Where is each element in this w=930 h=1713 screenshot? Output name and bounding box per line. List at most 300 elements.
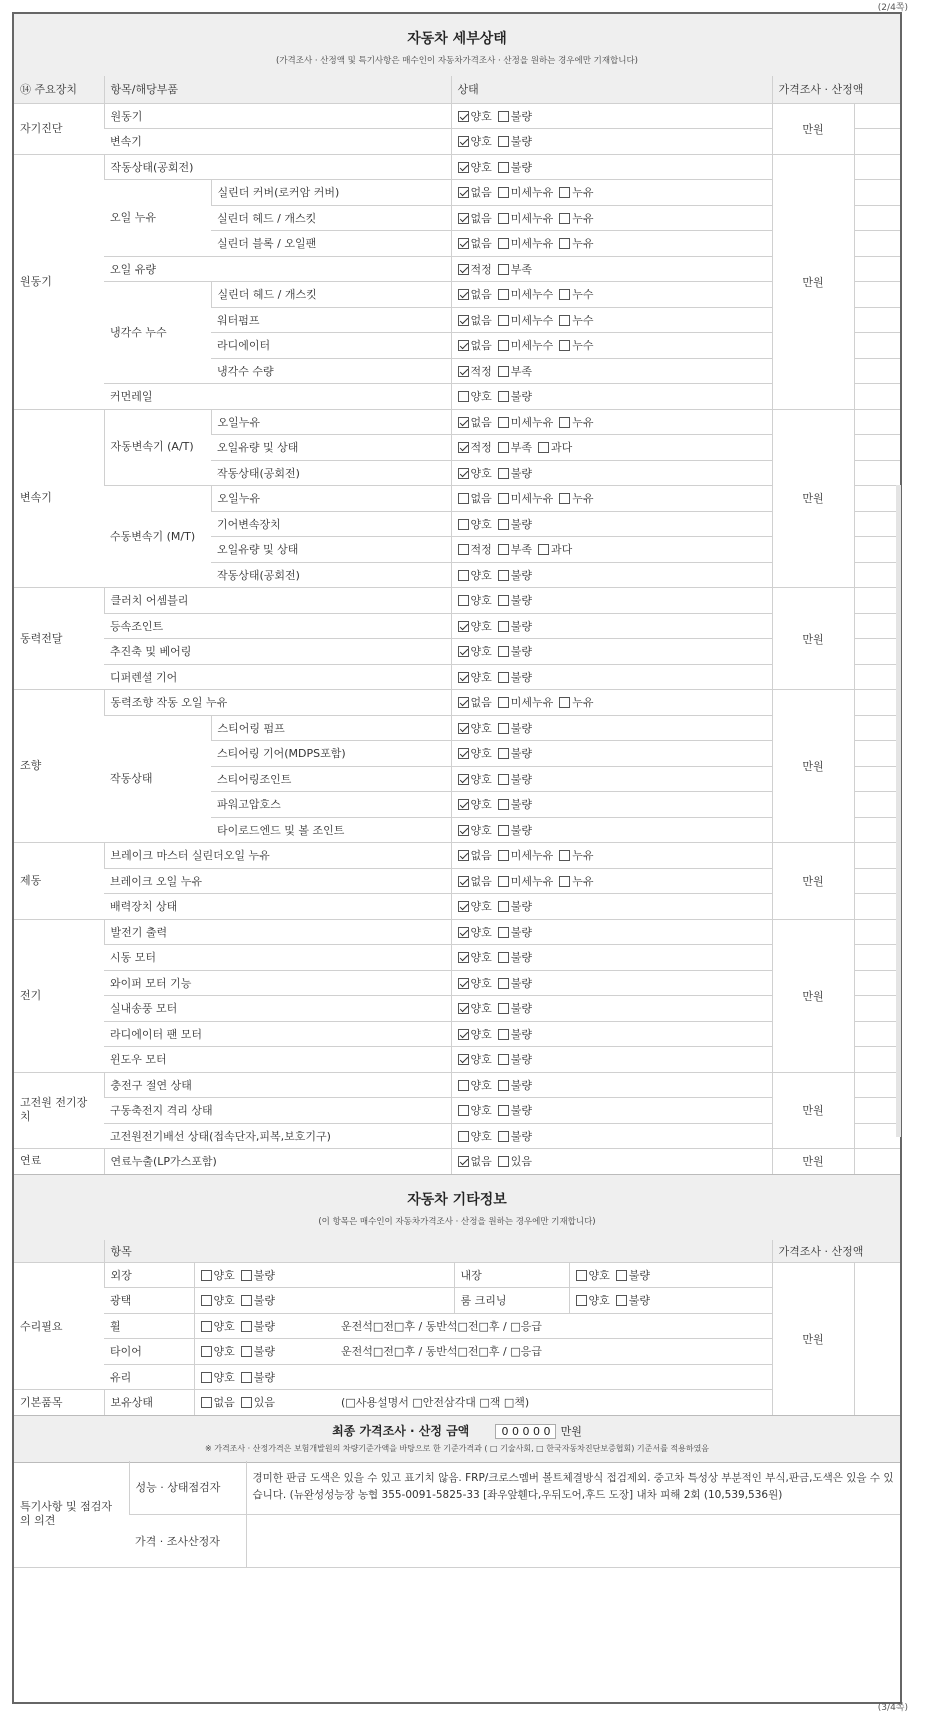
status-option[interactable] <box>498 388 532 404</box>
status-option[interactable] <box>498 439 532 455</box>
checkbox[interactable] <box>559 238 570 249</box>
checkbox[interactable] <box>458 315 469 326</box>
status-option[interactable] <box>498 363 532 379</box>
status-cell <box>451 511 772 537</box>
checkbox[interactable] <box>498 1054 509 1065</box>
checkbox[interactable] <box>458 876 469 887</box>
checkbox[interactable] <box>498 417 509 428</box>
status-option[interactable] <box>498 261 532 277</box>
status-option[interactable] <box>458 669 492 685</box>
checkbox[interactable] <box>498 825 509 836</box>
status-option[interactable] <box>458 490 492 506</box>
status-option[interactable] <box>559 184 593 200</box>
status-option[interactable] <box>559 847 593 863</box>
item-label: 커먼레일 <box>104 384 451 410</box>
status-option[interactable] <box>458 261 492 277</box>
checkbox[interactable] <box>498 595 509 606</box>
price-input[interactable] <box>854 664 900 690</box>
status-option[interactable] <box>576 1292 610 1308</box>
status-option[interactable] <box>458 592 492 608</box>
checkbox[interactable] <box>559 697 570 708</box>
status-option[interactable] <box>498 1102 532 1118</box>
status-option[interactable] <box>458 975 492 991</box>
checkbox[interactable] <box>498 901 509 912</box>
checkbox[interactable] <box>538 544 549 555</box>
status-option[interactable] <box>201 1318 235 1334</box>
status-option[interactable] <box>498 108 532 124</box>
status-option[interactable] <box>241 1343 275 1359</box>
status-option[interactable] <box>498 235 554 251</box>
checkbox[interactable] <box>498 697 509 708</box>
status-option[interactable] <box>498 669 532 685</box>
checkbox[interactable] <box>538 442 549 453</box>
item-label: 원동기 <box>104 103 451 129</box>
checkbox[interactable] <box>559 289 570 300</box>
price-input[interactable] <box>854 1047 900 1073</box>
status-option[interactable] <box>241 1369 275 1385</box>
part-label: 파워고압호스 <box>211 792 451 818</box>
price-input[interactable] <box>854 868 900 894</box>
price-input[interactable] <box>854 384 900 410</box>
status-option[interactable] <box>559 210 593 226</box>
status-option[interactable] <box>498 1051 532 1067</box>
status-option[interactable] <box>559 490 593 506</box>
checkbox[interactable] <box>458 1003 469 1014</box>
status-cell-2 <box>569 1288 772 1314</box>
price-input[interactable] <box>854 511 900 537</box>
status-option[interactable] <box>538 541 572 557</box>
price-input[interactable] <box>854 919 900 945</box>
checkbox[interactable] <box>498 391 509 402</box>
item-label: 휠 <box>104 1313 194 1339</box>
checkbox[interactable] <box>458 238 469 249</box>
status-option[interactable] <box>458 618 492 634</box>
other-table <box>14 1240 900 1416</box>
price-input[interactable] <box>854 282 900 308</box>
checkbox[interactable] <box>458 1156 469 1167</box>
price-input[interactable] <box>854 129 900 155</box>
status-option[interactable] <box>458 210 492 226</box>
checkbox[interactable] <box>559 850 570 861</box>
status-option[interactable] <box>498 975 532 991</box>
remarks-label: 특기사항 및 점검자의 의견 <box>14 1461 129 1567</box>
status-option[interactable] <box>498 618 532 634</box>
checkbox[interactable] <box>241 1397 252 1408</box>
status-option[interactable] <box>201 1343 235 1359</box>
checkbox[interactable] <box>616 1270 627 1281</box>
status-option[interactable] <box>458 312 492 328</box>
price-input[interactable] <box>854 562 900 588</box>
checkbox[interactable] <box>498 570 509 581</box>
checkbox[interactable] <box>458 621 469 632</box>
status-option[interactable] <box>498 1026 532 1042</box>
checkbox[interactable] <box>458 366 469 377</box>
checkbox[interactable] <box>498 238 509 249</box>
checkbox[interactable] <box>458 519 469 530</box>
status-option[interactable] <box>201 1267 235 1283</box>
status-option[interactable] <box>458 159 492 175</box>
option-label: 없음 <box>470 288 492 302</box>
checkbox[interactable] <box>458 697 469 708</box>
checkbox[interactable] <box>458 391 469 402</box>
status-option[interactable] <box>458 567 492 583</box>
header-item: 항목 <box>104 1240 772 1262</box>
checkbox[interactable] <box>498 162 509 173</box>
status-option[interactable] <box>458 847 492 863</box>
status-option[interactable] <box>559 337 593 353</box>
status-option[interactable] <box>498 159 532 175</box>
checkbox[interactable] <box>498 264 509 275</box>
price-input[interactable] <box>854 180 900 206</box>
status-option[interactable] <box>458 337 492 353</box>
table-row <box>14 1098 900 1124</box>
table-row <box>14 486 900 512</box>
checkbox[interactable] <box>616 1295 627 1306</box>
status-option[interactable] <box>458 286 492 302</box>
status-cell <box>451 843 772 869</box>
status-option[interactable] <box>458 924 492 940</box>
checkbox[interactable] <box>559 417 570 428</box>
status-cell <box>451 333 772 359</box>
price-input[interactable] <box>854 639 900 665</box>
status-option[interactable] <box>458 414 492 430</box>
status-option[interactable] <box>458 516 492 532</box>
checkbox[interactable] <box>458 672 469 683</box>
status-option[interactable] <box>458 1026 492 1042</box>
checkbox[interactable] <box>458 1105 469 1116</box>
price-input[interactable] <box>854 307 900 333</box>
checkbox[interactable] <box>576 1295 587 1306</box>
status-option[interactable] <box>458 1000 492 1016</box>
option-label: 불량 <box>510 619 533 633</box>
status-option[interactable] <box>498 567 532 583</box>
status-option[interactable] <box>616 1267 650 1283</box>
status-option[interactable] <box>458 1153 492 1169</box>
checkbox[interactable] <box>498 876 509 887</box>
price-input[interactable] <box>854 358 900 384</box>
checkbox[interactable] <box>458 799 469 810</box>
status-option[interactable] <box>241 1292 275 1308</box>
checkbox[interactable] <box>498 1003 509 1014</box>
status-option[interactable] <box>458 184 492 200</box>
checkbox[interactable] <box>458 748 469 759</box>
status-option[interactable] <box>498 133 532 149</box>
status-option[interactable] <box>458 898 492 914</box>
checkbox[interactable] <box>458 978 469 989</box>
option-label: 불량 <box>628 1294 651 1308</box>
option-label: 없음 <box>470 874 492 888</box>
checkbox[interactable] <box>241 1295 252 1306</box>
price-input[interactable] <box>854 154 900 180</box>
price-input[interactable] <box>854 792 900 818</box>
status-option[interactable] <box>498 184 554 200</box>
checkbox[interactable] <box>458 136 469 147</box>
checkbox[interactable] <box>458 774 469 785</box>
price-input[interactable] <box>854 613 900 639</box>
price-input[interactable] <box>854 1123 900 1149</box>
item-group: 자동변속기 (A/T) <box>104 409 211 486</box>
status-option[interactable] <box>498 643 532 659</box>
checkbox[interactable] <box>498 136 509 147</box>
status-option[interactable] <box>498 490 554 506</box>
checkbox[interactable] <box>201 1270 212 1281</box>
device-group: 전기 <box>14 919 104 1072</box>
status-option[interactable] <box>498 898 532 914</box>
status-option[interactable] <box>458 465 492 481</box>
checkbox[interactable] <box>241 1346 252 1357</box>
checkbox[interactable] <box>458 493 469 504</box>
checkbox[interactable] <box>458 595 469 606</box>
price-input[interactable] <box>854 1098 900 1124</box>
checkbox[interactable] <box>498 442 509 453</box>
status-option[interactable] <box>498 1128 532 1144</box>
status-option[interactable] <box>559 235 593 251</box>
checkbox[interactable] <box>498 1156 509 1167</box>
checkbox[interactable] <box>458 162 469 173</box>
status-option[interactable] <box>498 822 532 838</box>
status-option[interactable] <box>458 949 492 965</box>
option-label: 불량 <box>510 466 533 480</box>
checkbox[interactable] <box>201 1295 212 1306</box>
status-option[interactable] <box>498 337 554 353</box>
checkbox[interactable] <box>458 289 469 300</box>
checkbox[interactable] <box>458 417 469 428</box>
status-option[interactable] <box>458 133 492 149</box>
status-option[interactable] <box>458 1102 492 1118</box>
status-option[interactable] <box>458 796 492 812</box>
price-input[interactable] <box>854 817 900 843</box>
status-option[interactable] <box>498 771 532 787</box>
checkbox[interactable] <box>498 187 509 198</box>
checkbox[interactable] <box>498 978 509 989</box>
price-input[interactable] <box>854 715 900 741</box>
final-price-digits[interactable]: 0 0 0 0 0 <box>495 1424 556 1439</box>
status-option[interactable] <box>498 720 532 736</box>
status-option[interactable] <box>559 873 593 889</box>
status-option[interactable] <box>201 1292 235 1308</box>
checkbox[interactable] <box>498 289 509 300</box>
status-option[interactable] <box>498 847 554 863</box>
status-option[interactable] <box>458 439 492 455</box>
status-option[interactable] <box>498 312 554 328</box>
checkbox[interactable] <box>458 646 469 657</box>
checkbox[interactable] <box>559 340 570 351</box>
checkbox[interactable] <box>458 850 469 861</box>
checkbox[interactable] <box>498 213 509 224</box>
price-input[interactable] <box>854 894 900 920</box>
checkbox[interactable] <box>498 111 509 122</box>
status-cell <box>451 1149 772 1175</box>
status-option[interactable] <box>458 108 492 124</box>
checkbox[interactable] <box>498 340 509 351</box>
price-input[interactable] <box>854 741 900 767</box>
status-option[interactable] <box>498 796 532 812</box>
status-option[interactable] <box>576 1267 610 1283</box>
status-option[interactable] <box>458 771 492 787</box>
status-option[interactable] <box>458 745 492 761</box>
checkbox[interactable] <box>498 774 509 785</box>
status-option[interactable] <box>498 210 554 226</box>
price-input[interactable] <box>854 996 900 1022</box>
checkbox[interactable] <box>241 1321 252 1332</box>
status-option[interactable] <box>458 1051 492 1067</box>
option-label: 누유 <box>572 237 594 251</box>
price-input[interactable] <box>854 690 900 716</box>
price-input[interactable] <box>854 588 900 614</box>
checkbox[interactable] <box>498 952 509 963</box>
price-input[interactable] <box>854 1072 900 1098</box>
status-option[interactable] <box>498 694 554 710</box>
status-option[interactable] <box>498 465 532 481</box>
checkbox[interactable] <box>458 1080 469 1091</box>
checkbox[interactable] <box>559 213 570 224</box>
price-input[interactable] <box>854 333 900 359</box>
checkbox[interactable] <box>458 825 469 836</box>
checkbox[interactable] <box>201 1397 212 1408</box>
checkbox[interactable] <box>458 927 469 938</box>
checkbox[interactable] <box>241 1270 252 1281</box>
checkbox[interactable] <box>458 468 469 479</box>
price-assessor-remarks[interactable] <box>246 1514 900 1567</box>
checkbox[interactable] <box>458 952 469 963</box>
checkbox[interactable] <box>498 1105 509 1116</box>
checkbox[interactable] <box>458 187 469 198</box>
checkbox[interactable] <box>498 493 509 504</box>
price-input[interactable] <box>854 435 900 461</box>
status-option[interactable] <box>241 1318 275 1334</box>
status-option[interactable] <box>498 873 554 889</box>
price-input[interactable] <box>854 409 900 435</box>
status-option[interactable] <box>201 1394 235 1410</box>
checkbox[interactable] <box>458 442 469 453</box>
checkbox[interactable] <box>559 315 570 326</box>
checkbox[interactable] <box>458 213 469 224</box>
price-input[interactable] <box>854 843 900 869</box>
status-option[interactable] <box>458 363 492 379</box>
checkbox[interactable] <box>458 544 469 555</box>
checkbox[interactable] <box>498 621 509 632</box>
checkbox[interactable] <box>458 570 469 581</box>
status-option[interactable] <box>458 873 492 889</box>
checkbox[interactable] <box>559 876 570 887</box>
checkbox[interactable] <box>498 468 509 479</box>
checkbox[interactable] <box>498 519 509 530</box>
status-option[interactable] <box>241 1267 275 1283</box>
price-input[interactable] <box>854 970 900 996</box>
checkbox[interactable] <box>498 315 509 326</box>
price-input[interactable] <box>854 1021 900 1047</box>
status-option[interactable] <box>559 312 593 328</box>
checkbox[interactable] <box>458 1131 469 1142</box>
part-label: 오일누유 <box>211 409 451 435</box>
checkbox[interactable] <box>498 799 509 810</box>
price-input[interactable] <box>854 231 900 257</box>
checkbox[interactable] <box>498 1029 509 1040</box>
status-option[interactable] <box>498 414 554 430</box>
status-option[interactable] <box>498 745 532 761</box>
checkbox[interactable] <box>241 1372 252 1383</box>
checkbox[interactable] <box>458 1029 469 1040</box>
status-option[interactable] <box>538 439 572 455</box>
price-input[interactable] <box>854 205 900 231</box>
inspector-remarks[interactable]: 경미한 판금 도색은 있을 수 있고 표기치 않음. FRP/크로스멤버 볼트체결방식 접검제외. 중고차 특성상 부분적인 부식,판금,도색은 있을 수 있습니다. (뉴완성성능장 농협 355-0091-5825-33 [좌우앞휀다,우뒤도어,후드 도장] 내차 피해 2회 (10,539,536원) <box>246 1461 900 1514</box>
price-input[interactable] <box>854 486 900 512</box>
status-option[interactable] <box>458 541 492 557</box>
checkbox[interactable] <box>498 748 509 759</box>
price-unit: 만원 <box>772 690 854 843</box>
status-option[interactable] <box>559 414 593 430</box>
status-option[interactable] <box>498 286 554 302</box>
checkbox[interactable] <box>498 544 509 555</box>
checkbox[interactable] <box>559 493 570 504</box>
status-option[interactable] <box>498 541 532 557</box>
checkbox[interactable] <box>498 672 509 683</box>
price-input[interactable] <box>854 1262 900 1415</box>
status-option[interactable] <box>458 388 492 404</box>
status-option[interactable] <box>458 720 492 736</box>
checkbox[interactable] <box>201 1346 212 1357</box>
price-input[interactable] <box>854 103 900 129</box>
checkbox[interactable] <box>201 1321 212 1332</box>
checkbox[interactable] <box>458 340 469 351</box>
checkbox[interactable] <box>498 646 509 657</box>
status-option[interactable] <box>559 286 593 302</box>
price-input[interactable] <box>854 537 900 563</box>
checkbox[interactable] <box>559 187 570 198</box>
checkbox[interactable] <box>498 723 509 734</box>
status-option[interactable] <box>498 1077 532 1093</box>
status-option[interactable] <box>458 1128 492 1144</box>
status-option[interactable] <box>241 1394 275 1410</box>
status-option[interactable] <box>201 1369 235 1385</box>
option-label: 미세누유 <box>510 186 554 200</box>
checkbox[interactable] <box>498 927 509 938</box>
status-option[interactable] <box>498 949 532 965</box>
status-option[interactable] <box>559 694 593 710</box>
scrollbar[interactable] <box>896 485 901 1137</box>
status-option[interactable] <box>498 924 532 940</box>
checkbox[interactable] <box>498 366 509 377</box>
option-label: 불량 <box>253 1345 276 1359</box>
price-input[interactable] <box>854 1149 900 1175</box>
checkbox[interactable] <box>458 901 469 912</box>
status-option[interactable] <box>616 1292 650 1308</box>
status-option[interactable] <box>458 235 492 251</box>
checkbox[interactable] <box>498 1131 509 1142</box>
status-option[interactable] <box>458 694 492 710</box>
checkbox[interactable] <box>498 1080 509 1091</box>
checkbox[interactable] <box>576 1270 587 1281</box>
checkbox[interactable] <box>458 111 469 122</box>
status-option[interactable] <box>458 822 492 838</box>
status-option[interactable] <box>498 1153 532 1169</box>
checkbox[interactable] <box>458 1054 469 1065</box>
checkbox[interactable] <box>498 850 509 861</box>
status-option[interactable] <box>498 516 532 532</box>
option-label: 양호 <box>470 1053 492 1067</box>
price-input[interactable] <box>854 945 900 971</box>
price-input[interactable] <box>854 460 900 486</box>
checkbox[interactable] <box>201 1372 212 1383</box>
status-option[interactable] <box>458 643 492 659</box>
status-option[interactable] <box>458 1077 492 1093</box>
price-input[interactable] <box>854 766 900 792</box>
checkbox[interactable] <box>458 723 469 734</box>
checkbox[interactable] <box>458 264 469 275</box>
price-input[interactable] <box>854 256 900 282</box>
status-option[interactable] <box>498 1000 532 1016</box>
status-option[interactable] <box>498 592 532 608</box>
